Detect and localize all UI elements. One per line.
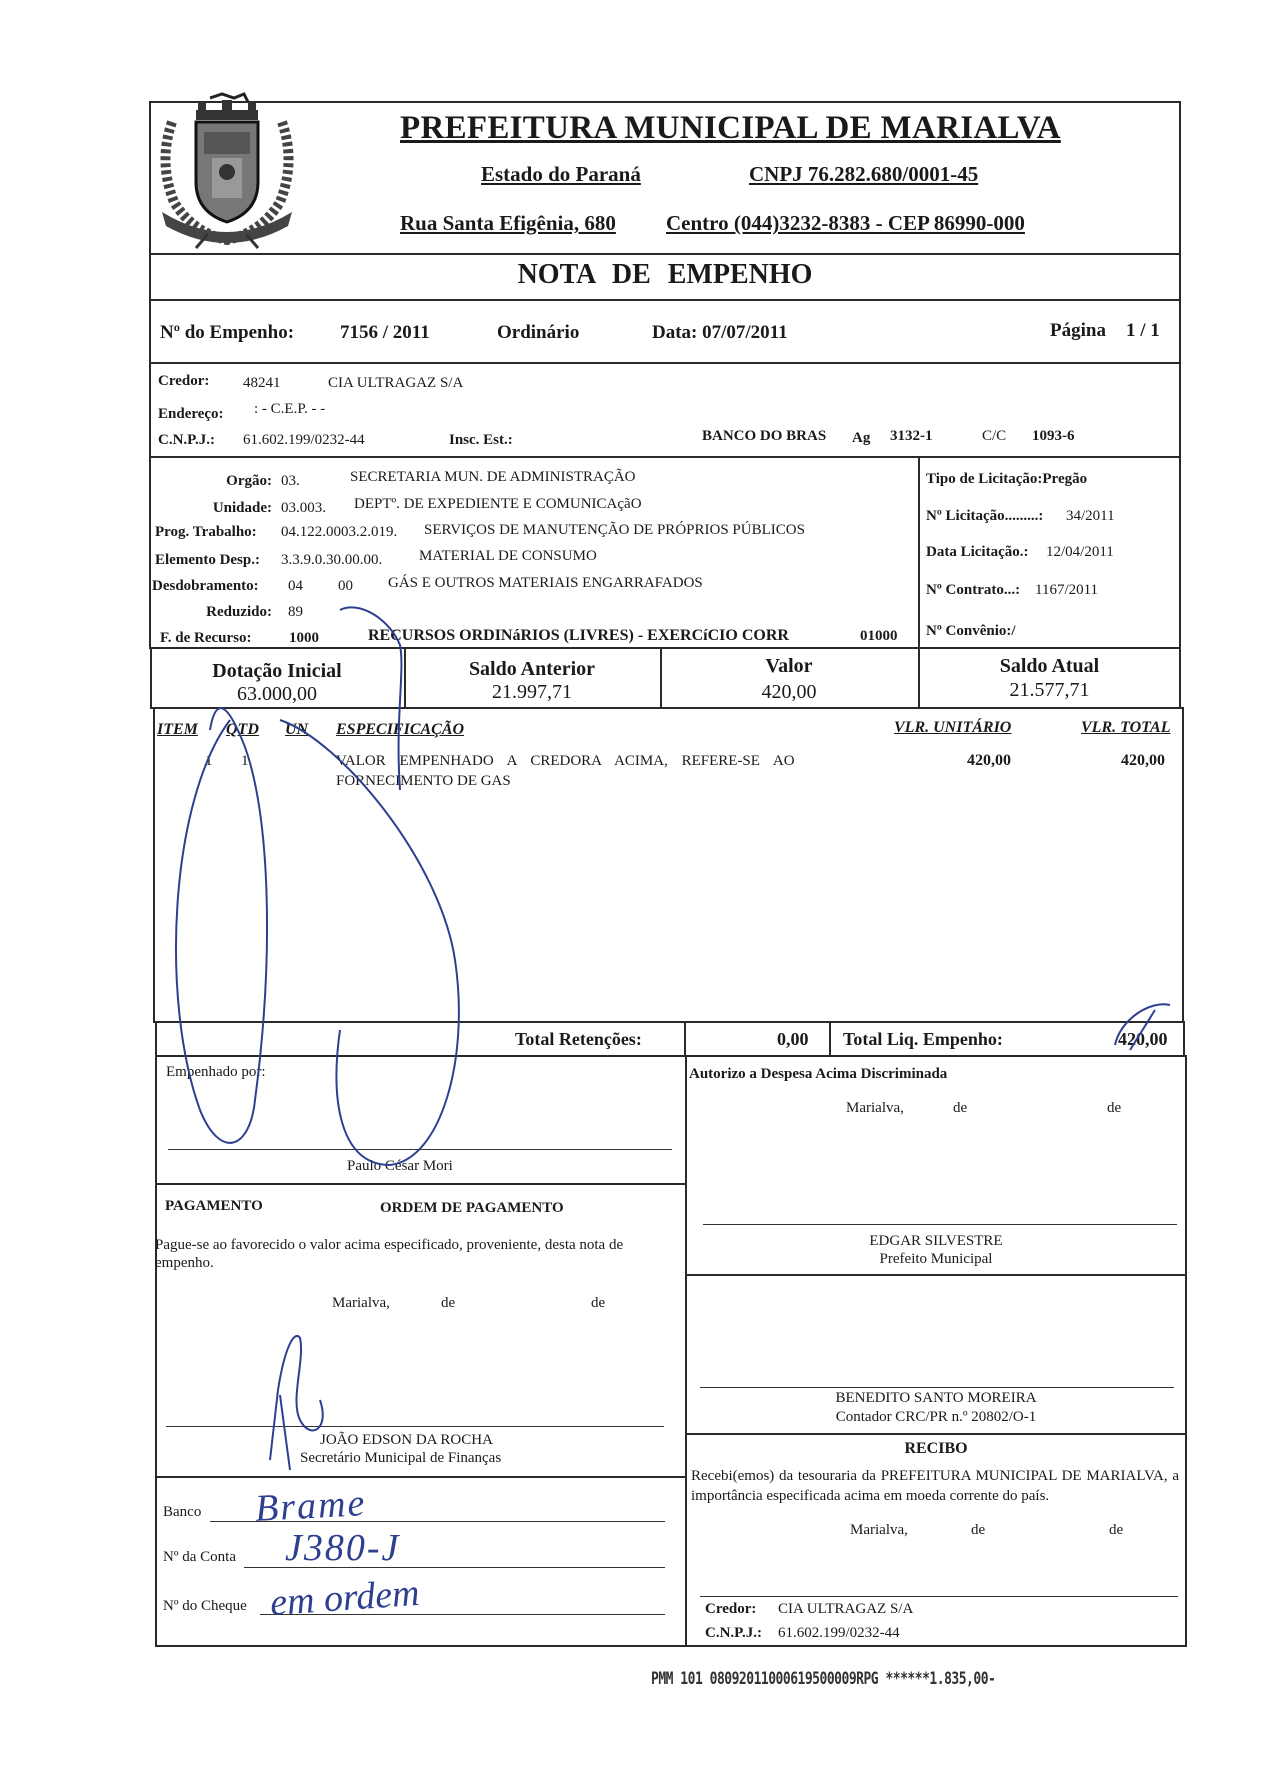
recibo-sign-line	[700, 1596, 1178, 1597]
prog-code: 04.122.0003.2.019.	[281, 524, 398, 540]
autorizo-place: Marialva,	[846, 1100, 904, 1116]
col-item-header: ITEM	[157, 721, 198, 738]
desdob-a: 04	[288, 578, 303, 594]
recibo-de1: de	[971, 1522, 986, 1538]
item-number: 1	[205, 753, 213, 769]
cnpj-header: CNPJ 76.282.680/0001-45	[749, 162, 979, 186]
totals-divider-2	[829, 1022, 831, 1056]
contador-name: BENEDITO SANTO MOREIRA	[835, 1390, 1037, 1406]
col-espec-header: ESPECIFICAÇÃO	[336, 721, 465, 738]
ag-label: Ag	[852, 430, 871, 446]
empenhado-bottom-rule	[156, 1183, 685, 1185]
credor-name: CIA ULTRAGAZ S/A	[328, 375, 464, 391]
fonte-name: RECURSOS ORDINáRIOS (LIVRES) - EXERCíCIO CORR	[368, 627, 789, 644]
desdob-name: GÁS E OUTROS MATERIAIS ENGARRAFADOS	[388, 575, 703, 591]
fonte-label: F. de Recurso:	[160, 630, 252, 646]
licitacao-numero-value: 34/2011	[1066, 508, 1115, 524]
cc-label: C/C	[982, 428, 1007, 444]
elemento-label: Elemento Desp.:	[155, 552, 260, 568]
orgao-label: Orgão:	[226, 473, 272, 489]
cnpj-label: C.N.P.J.:	[158, 432, 215, 448]
pagamento-de1: de	[441, 1295, 456, 1311]
cheque-label: Nº do Cheque	[163, 1598, 247, 1614]
banco-label: Banco	[163, 1504, 202, 1520]
endereco-label: Endereço:	[158, 406, 224, 422]
pagamento-signer-role: Secretário Municipal de Finanças	[300, 1450, 502, 1466]
credor-label: Credor:	[158, 373, 210, 389]
state-name: Estado do Paraná	[481, 162, 641, 186]
retencoes-label: Total Retenções:	[515, 1029, 642, 1049]
pagamento-signer-name: JOÃO EDSON DA ROCHA	[320, 1432, 493, 1448]
item-qtd: 1	[241, 753, 249, 769]
liq-label: Total Liq. Empenho:	[843, 1029, 1003, 1049]
contador-sign-line	[700, 1387, 1174, 1388]
item-espec-line1: VALOR EMPENHADO A CREDORA ACIMA, REFERE-SE AO	[336, 753, 795, 769]
item-vlr-total: 420,00	[1121, 752, 1165, 769]
item-espec-line2: FORNECIMENTO DE GAS	[336, 773, 511, 789]
recibo-title: RECIBO	[904, 1440, 968, 1457]
cnpj-value: 61.602.199/0232-44	[243, 432, 365, 448]
saldo-atual-label: Saldo Atual	[999, 655, 1100, 677]
autorizo-de2: de	[1107, 1100, 1122, 1116]
banco-handwritten: Brame	[253, 1482, 368, 1530]
credor-code: 48241	[243, 375, 281, 391]
pagamento-text: Pague-se ao favorecido o valor acima especificado, proveniente, desta nota de empenho.	[155, 1237, 624, 1271]
recibo-cnpj-label: C.N.P.J.:	[705, 1625, 762, 1641]
banco-name: BANCO DO BRAS	[702, 428, 827, 444]
pagamento-de2: de	[591, 1295, 606, 1311]
address: Rua Santa Efigênia, 680	[400, 211, 616, 235]
saldo-anterior-value: 21.997,71	[492, 681, 572, 703]
saldo-anterior-label: Saldo Anterior	[468, 658, 596, 680]
prog-label: Prog. Trabalho:	[155, 524, 257, 540]
recibo-cnpj-value: 61.602.199/0232-44	[778, 1625, 900, 1641]
ordem-label: ORDEM DE PAGAMENTO	[380, 1200, 564, 1216]
retencoes-value: 0,00	[777, 1029, 809, 1049]
licitacao-tipo: Tipo de Licitação:Pregão	[926, 471, 1088, 487]
elemento-name: MATERIAL DE CONSUMO	[419, 548, 597, 564]
prefeito-bottom-rule	[686, 1274, 1186, 1276]
unidade-label: Unidade:	[212, 500, 272, 516]
unidade-name: DEPTº. DE EXPEDIENTE E COMUNICAçãO	[354, 496, 642, 512]
reduzido-value: 89	[288, 604, 303, 620]
col-qtd-header: QTD	[226, 721, 259, 738]
dotacao-divider	[918, 457, 920, 648]
pagamento-label: PAGAMENTO	[165, 1198, 263, 1214]
reduzido-label: Reduzido:	[206, 604, 272, 620]
licitacao-data-value: 12/04/2011	[1046, 544, 1114, 560]
cheque-handwritten: em ordem	[268, 1571, 421, 1625]
empenho-tipo: Ordinário	[497, 322, 580, 343]
coat-of-arms-icon	[152, 92, 302, 252]
autorizo-de1: de	[953, 1100, 968, 1116]
recibo-top-rule	[686, 1433, 1186, 1435]
prog-name: SERVIÇOS DE MANUTENÇÃO DE PRÓPRIOS PÚBLICOS	[424, 522, 805, 538]
banco-top-rule	[156, 1476, 685, 1478]
footer-code: PMM 101 08092011000619500009RPG ******1.835,00-	[651, 1669, 996, 1690]
convenio: Nº Convênio:/	[926, 623, 1016, 639]
totals-divider-1	[684, 1022, 686, 1056]
pagamento-sign-line	[166, 1426, 664, 1427]
totals-box	[155, 1021, 1185, 1057]
cc-value: 1093-6	[1032, 428, 1075, 444]
fonte-code: 1000	[289, 630, 319, 646]
empenhado-signer: Paulo César Mori	[347, 1158, 453, 1174]
district-phone: Centro (044)3232-8383 - CEP 86990-000	[666, 211, 1025, 235]
item-vlr-unit: 420,00	[967, 752, 1011, 769]
recibo-text: Recebi(emos) da tesouraria da PREFEITURA MUNICIPAL DE MARIALVA, a importância especificada acima em moeda corrente do país.	[691, 1468, 1179, 1504]
empenho-label: Nº do Empenho:	[160, 322, 295, 343]
valor-value: 420,00	[761, 681, 817, 703]
ag-value: 3132-1	[890, 428, 933, 444]
doc-title: NOTA DE EMPENHO	[517, 259, 813, 290]
contrato-label: Nº Contrato...:	[926, 582, 1021, 598]
orgao-name: SECRETARIA MUN. DE ADMINISTRAÇÃO	[350, 469, 636, 485]
saldo-atual-value: 21.577,71	[1009, 679, 1090, 701]
insc-label: Insc. Est.:	[449, 432, 513, 448]
pagamento-place: Marialva,	[332, 1295, 390, 1311]
col-vlr-unit-header: VLR. UNITÁRIO	[894, 719, 1012, 736]
elemento-code: 3.3.9.0.30.00.00.	[281, 552, 383, 568]
prefeito-role: Prefeito Municipal	[879, 1251, 993, 1267]
prefeitura-title: PREFEITURA MUNICIPAL DE MARIALVA	[400, 110, 1061, 146]
recibo-credor-value: CIA ULTRAGAZ S/A	[778, 1601, 914, 1617]
conta-label: Nº da Conta	[163, 1549, 236, 1565]
prefeito-name: EDGAR SILVESTRE	[869, 1233, 1003, 1249]
col-un-header: UN	[285, 721, 309, 738]
dotacao-inicial-label: Dotação Inicial	[212, 660, 342, 682]
empenho-number: 7156 / 2011	[340, 322, 430, 343]
recibo-place: Marialva,	[850, 1522, 908, 1538]
contrato-value: 1167/2011	[1035, 582, 1099, 598]
fonte-code2: 01000	[860, 628, 898, 644]
autorizo-label: Autorizo a Despesa Acima Discriminada	[689, 1066, 948, 1082]
empenhado-sign-line	[168, 1149, 672, 1150]
valor-label: Valor	[765, 655, 813, 677]
prefeito-sign-line	[703, 1224, 1177, 1225]
col-vlr-total-header: VLR. TOTAL	[1081, 719, 1171, 736]
endereco-value: : - C.E.P. - -	[254, 401, 326, 417]
contador-role: Contador CRC/PR n.º 20802/O-1	[835, 1409, 1037, 1425]
empenho-data: Data: 07/07/2011	[652, 322, 788, 343]
pagina-label: Página	[1050, 320, 1106, 341]
recibo-credor-label: Credor:	[705, 1601, 757, 1617]
empenhado-label: Empenhado por:	[166, 1064, 266, 1080]
unidade-code: 03.003.	[281, 500, 326, 516]
desdob-b: 00	[338, 578, 353, 594]
recibo-de2: de	[1109, 1522, 1124, 1538]
conta-handwritten: J380-J	[285, 1527, 401, 1569]
desdob-label: Desdobramento:	[152, 578, 259, 594]
licitacao-data-label: Data Licitação.:	[926, 544, 1029, 560]
liq-value: 420,00	[1118, 1029, 1168, 1049]
dotacao-inicial-value: 63.000,00	[237, 683, 317, 705]
pagina-value: 1 / 1	[1126, 320, 1160, 341]
licitacao-numero-label: Nº Licitação.........:	[926, 508, 1044, 524]
orgao-code: 03.	[281, 473, 300, 489]
lower-divider	[685, 1056, 687, 1646]
